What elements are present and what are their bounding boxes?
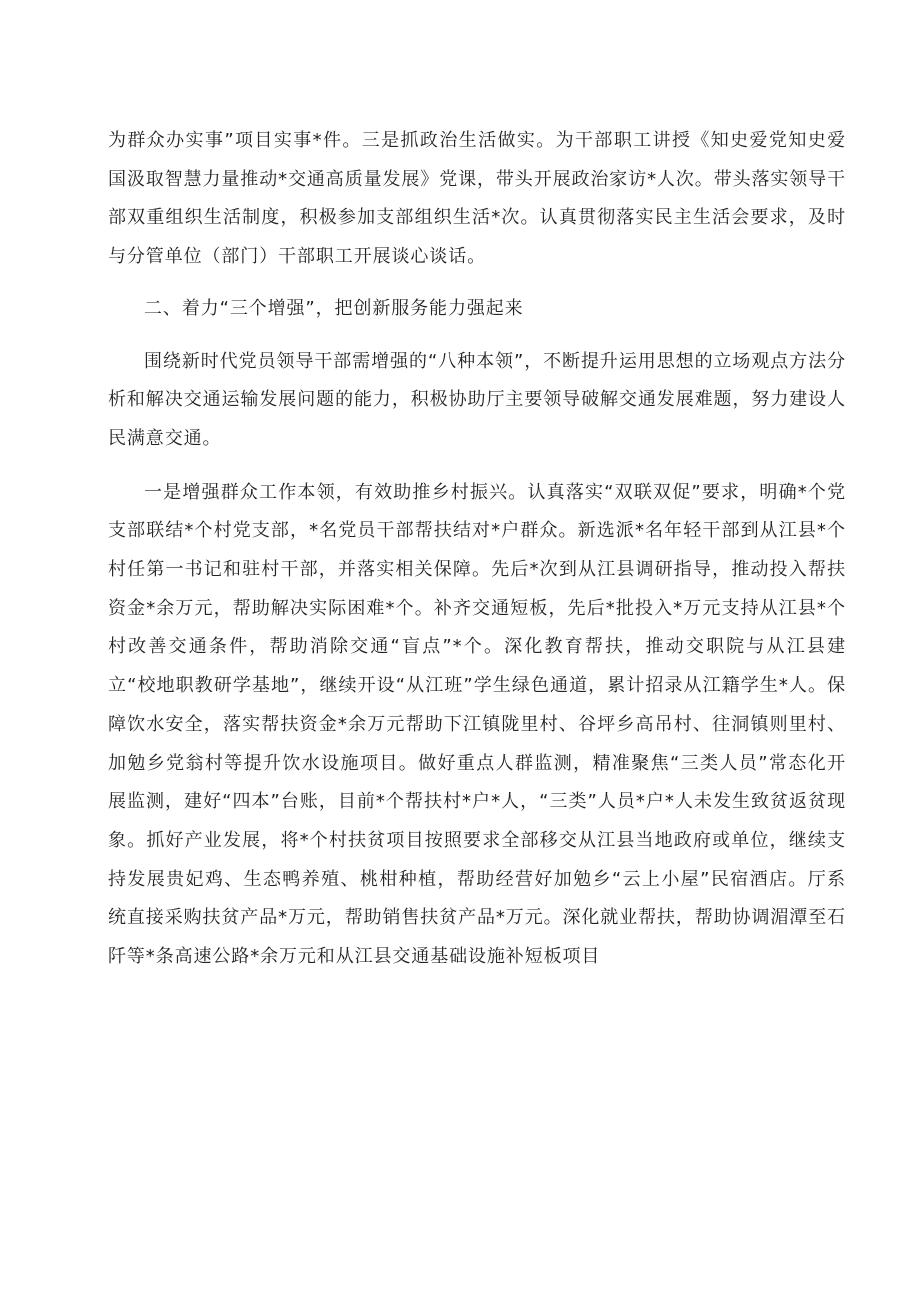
paragraph-continuation: 为群众办实事”项目实事*件。三是抓政治生活做实。为干部职工讲授《知史爱党知史爱国汲取智慧力量推动*交通高质量发展》党课，带头开展政治家访*人次。带头落实领导干部双重组织生活制度，积极参加支部组织生活*次。认真贯彻落实民主生活会要求，及时与分管单位（部门）干部职工开展谈心谈话。: [108, 130, 846, 268]
document-body: [108, 122, 846, 977]
paragraph-rural-revitalization: 一是增强群众工作本领，有效助推乡村振兴。认真落实“双联双促”要求，明确*个党支部联结*个村党支部，*名党员干部帮扶结对*户群众。新选派*名年轻干部到从江县*个村任第一书记和驻村干部，并落实相关保障。先后*次到从江县调研指导，推动投入帮扶资金*余万元，帮助解决实际困难*个。补齐交通短板，先后*批投入*万元支持从江县*个村改善交通条件，帮助消除交通“盲点”*个。深化教育帮扶，推动交职院与从江县建立“校地职教研学基地”，继续开设“从江班”学生绿色通道，累计招录从江籍学生*人。保障饮水安全，落实帮扶资金*余万元帮助下江镇陇里村、谷坪乡高吊村、往洞镇则里村、加勉乡党翁村等提升饮水设施项目。做好重点人群监测，精准聚焦“三类人员”常态化开展监测，建好“四本”台账，目前*个帮扶村*户*人，“三类”人员*户*人未发生致贫返贫现象。抓好产业发展，将*个村扶贫项目按照要求全部移交从江县当地政府或单位，继续支持发展贵妃鸡、生态鸭养殖、桃柑种植，帮助经营好加勉乡“云上小屋”民宿酒店。厅系统直接采购扶贫产品*万元，帮助销售扶贫产品*万元。深化就业帮扶，帮助协调湄潭至石阡等*条高速公路*余万元和从江县交通基础设施补短板项目: [108, 481, 846, 968]
paragraph-intro: 围绕新时代党员领导干部需增强的“八种本领”，不断提升运用思想的立场观点方法分析和解决交通运输发展问题的能力，积极协助厅主要领导破解交通发展难题，努力建设人民满意交通。: [108, 350, 846, 449]
section-heading: 二、着力“三个增强”，把创新服务能力强起来: [144, 297, 524, 319]
